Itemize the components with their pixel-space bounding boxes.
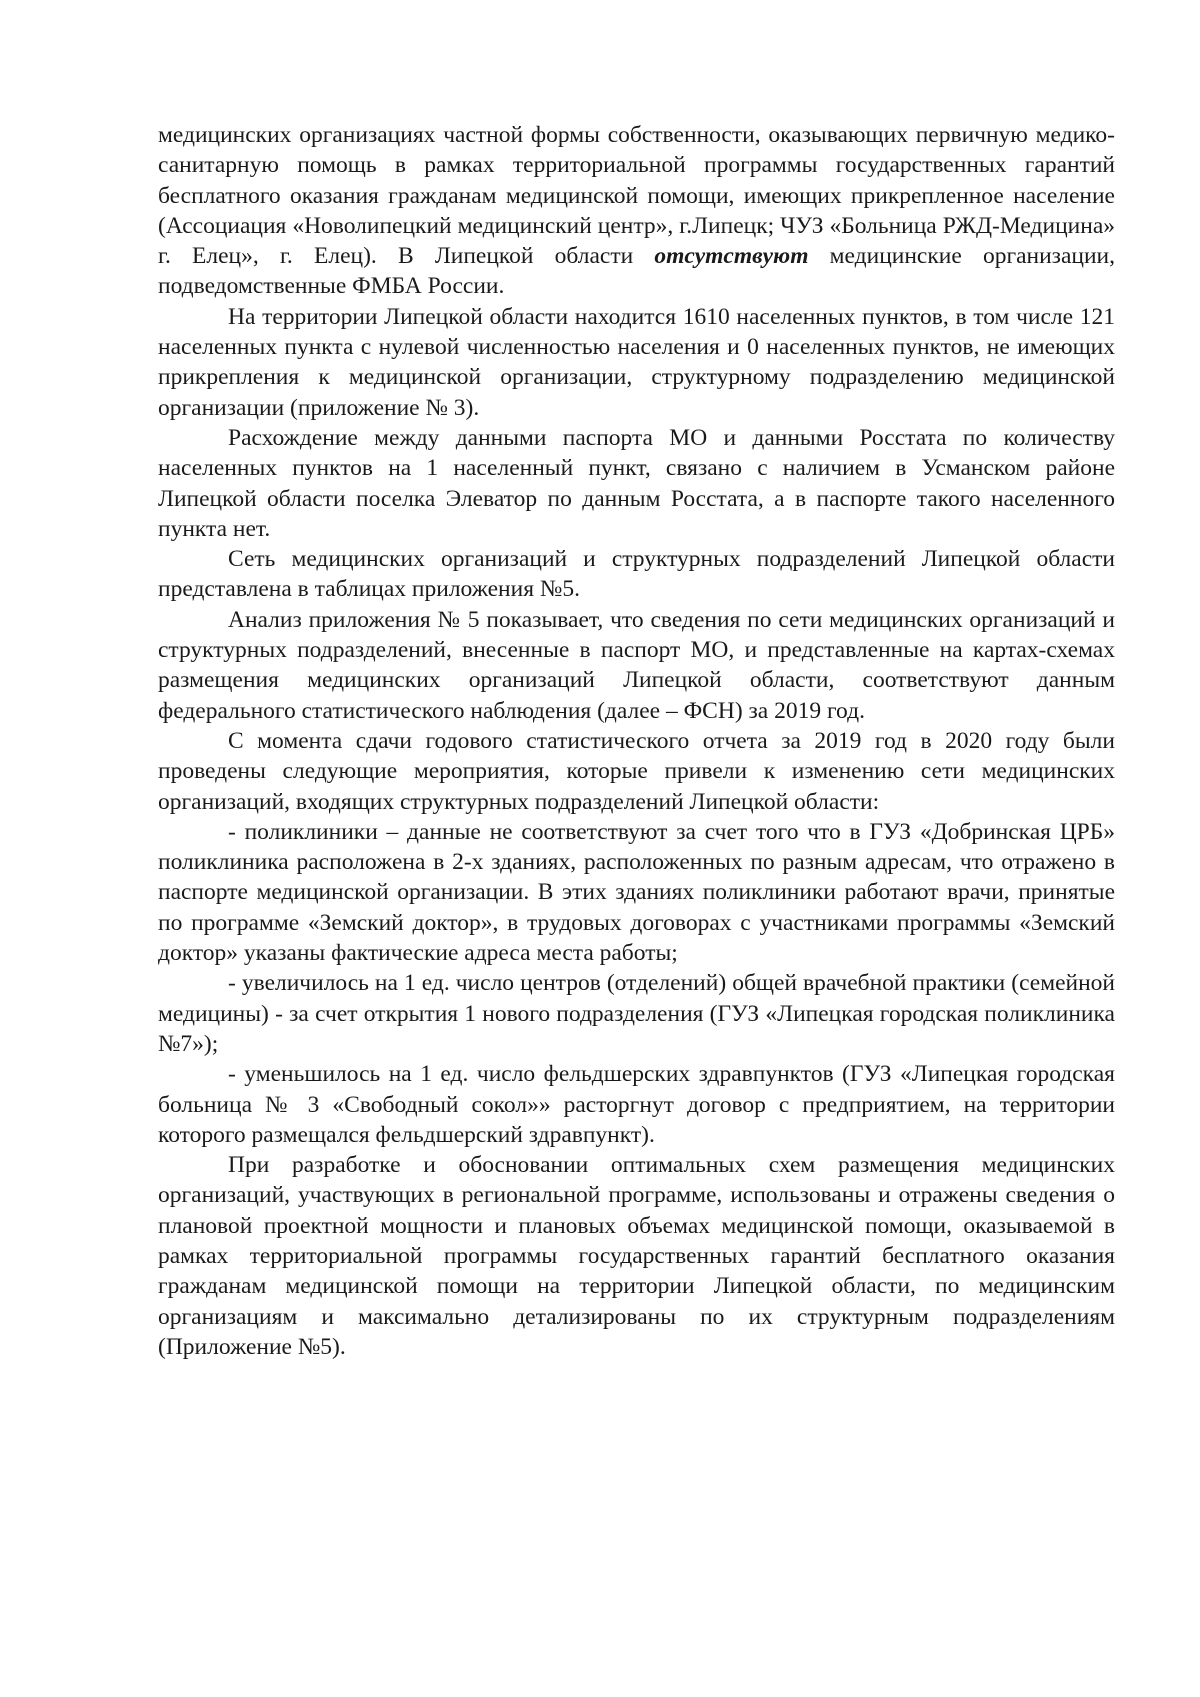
paragraph-analysis: Анализ приложения № 5 показывает, что сведения по сети медицинских организаций и структурных подразделений, внесенные в паспорт МО, и представленные на картах-схемах размещения медицинских организаций Липецкой области, соответствуют данным федерального статистического наблюдения (далее – ФСН) за 2019 год. — [158, 606, 1115, 724]
paragraph-changes-intro: С момента сдачи годового статистического отчета за 2019 год в 2020 году были проведены следующие мероприятия, которые привели к изменению сети медицинских организаций, входящих структурных подразделений Липецкой области: — [158, 727, 1115, 815]
list-item-gp-centers: - увеличилось на 1 ед. число центров (отделений) общей врачебной практики (семейной медицины) - за счет открытия 1 нового подразделения (ГУЗ «Липецкая городская поликлиника №7»); — [158, 970, 1115, 1057]
paragraph-text-end: медицинские организации, подведомственные ФМБА России. — [158, 243, 1115, 300]
paragraph-settlements: На территории Липецкой области находится 1610 населенных пунктов, в том числе 121 населенных пункта с нулевой численностью населения и 0 населенных пунктов, не имеющих прикрепления к медицинской организации, структурному подразделению медицинской организации (приложение № 3). — [158, 303, 1115, 421]
list-item-feldsher-points: - уменьшилось на 1 ед. число фельдшерских здравпунктов (ГУЗ «Липецкая городская больница № 3 «Свободный сокол»» расторгнут договор с предприятием, на территории которого размещался фельдшерский здравпункт). — [158, 1061, 1115, 1148]
paragraph-continuation — [158, 120, 1115, 302]
paragraph-text-start: медицинских организациях частной формы собственности, оказывающих первичную медико-санитарную помощь в рамках территориальной программы государственных гарантий бесплатного оказания гражданам медицинской помощи, имеющих прикрепленное население (Ассоциация «Новолипецкий медицинский центр», г.Липецк; ЧУЗ «Больница РЖД-Медицина» г. Елец», г. Елец). В Липецкой области — [158, 122, 1115, 270]
list-item-polyclinics: - поликлиники – данные не соответствуют за счет того что в ГУЗ «Добринская ЦРБ» поликлиника расположена в 2-х зданиях, расположенных по разным адресам, что отражено в паспорте медицинской организации. В этих зданиях поликлиники работают врачи, принятые по программе «Земский доктор», в трудовых договорах с участниками программы «Земский доктор» указаны фактические адреса места работы; — [158, 818, 1115, 967]
paragraph-discrepancy: Расхождение между данными паспорта МО и данными Росстата по количеству населенных пунктов на 1 населенный пункт, связано с наличием в Усманском районе Липецкой области поселка Элеватор по данным Росстата, а в паспорте такого населенного пункта нет. — [158, 424, 1115, 542]
document-body — [158, 120, 1115, 1362]
paragraph-network: Сеть медицинских организаций и структурных подразделений Липецкой области представлена в таблицах приложения №5. — [158, 546, 1115, 603]
paragraph-planning: При разработке и обосновании оптимальных схем размещения медицинских организаций, участвующих в региональной программе, использованы и отражены сведения о плановой проектной мощности и плановых объемах медицинской помощи, оказываемой в рамках территориальной программы государственных гарантий бесплатного оказания гражданам медицинской помощи на территории Липецкой области, по медицинским организациям и максимально детализированы по их структурным подразделениям (Приложение №5). — [158, 1152, 1115, 1360]
emphasized-word: отсутствуют — [654, 243, 809, 270]
